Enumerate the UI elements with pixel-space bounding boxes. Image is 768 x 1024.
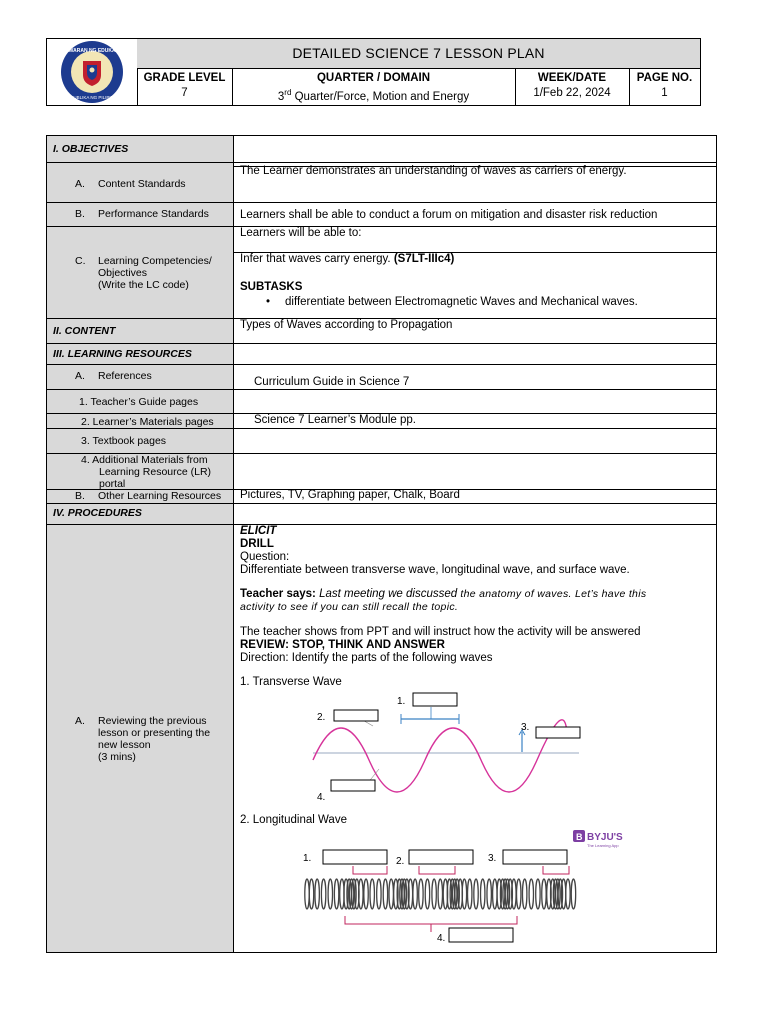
- drill-heading: DRILL: [240, 538, 274, 550]
- quarter-domain-value: 3rd Quarter/Force, Motion and Energy: [277, 88, 470, 103]
- week-date-label: WEEK/DATE: [537, 72, 607, 84]
- coil-loop: [529, 879, 533, 909]
- byjus-logo: [573, 829, 633, 854]
- other-resources-text: Pictures, TV, Graphing paper, Chalk, Board: [240, 489, 460, 501]
- objectives-heading: I. OBJECTIVES: [53, 143, 129, 155]
- logo-cell: [47, 39, 138, 105]
- page-no-cell: [629, 68, 700, 105]
- quarter-domain-label: QUARTER / DOMAIN: [316, 72, 431, 84]
- long-label-1: 1.: [303, 853, 312, 864]
- lesson-plan-title: DETAILED SCIENCE 7 LESSON PLAN: [137, 39, 700, 69]
- coil-loop: [571, 879, 575, 909]
- wave-label-3: 3.: [521, 722, 530, 733]
- long-answer-box-1: [323, 850, 387, 864]
- elicit-heading: ELICIT: [240, 525, 277, 537]
- coil-loop: [542, 879, 546, 909]
- long-answer-box-2: [409, 850, 473, 864]
- direction-text: Direction: Identify the parts of the following waves: [240, 652, 493, 664]
- coil-loop: [517, 879, 521, 909]
- subtask-bullet: •: [266, 296, 271, 308]
- header-table: [46, 38, 701, 106]
- svg-text:BYJU'S: BYJU'S: [587, 832, 623, 843]
- quarter-domain-cell: [232, 68, 516, 105]
- lesson-table: [46, 135, 717, 953]
- coil-loop: [321, 879, 325, 909]
- performance-standards-text: Learners shall be able to conduct a forum on mitigation and disaster risk reduction: [240, 209, 658, 221]
- coil-loop: [334, 879, 338, 909]
- content-text: Types of Waves according to Propagation: [240, 319, 453, 331]
- content-standards-text: The Learner demonstrates an understanding of waves as carriers of energy.: [240, 165, 627, 177]
- learners-materials-text: Science 7 Learner’s Module pp.: [254, 414, 416, 426]
- ppt-instruction: The teacher shows from PPT and will instruct how the activity will be answered: [240, 626, 641, 638]
- svg-text:B: B: [576, 832, 583, 842]
- grade-level-label: GRADE LEVEL: [143, 72, 226, 84]
- coil-loop: [419, 879, 423, 909]
- content-standards-label: A. Content Standards: [75, 178, 186, 190]
- references-label: A. References: [75, 370, 152, 382]
- transverse-wave-diagram: [307, 688, 582, 806]
- subtask-item: differentiate between Electromagnetic Waves and Mechanical waves.: [285, 296, 638, 308]
- references-text: Curriculum Guide in Science 7: [254, 376, 410, 388]
- grade-level-value: 7: [181, 87, 188, 99]
- competencies-label: C. Learning Competencies/ Objectives (Write the LC code): [75, 255, 212, 291]
- coil-loop: [413, 879, 417, 909]
- coil-loop: [370, 879, 374, 909]
- question-text: Differentiate between transverse wave, longitudinal wave, and surface wave.: [240, 564, 630, 576]
- longitudinal-heading: 2. Longitudinal Wave: [240, 814, 347, 826]
- coil-loop: [377, 879, 381, 909]
- grade-level-cell: [137, 68, 233, 105]
- content-heading: II. CONTENT: [53, 325, 116, 337]
- spring-coil: [305, 879, 576, 909]
- coil-loop: [432, 879, 436, 909]
- answer-box-1: [413, 693, 457, 706]
- coil-loop: [328, 879, 332, 909]
- long-answer-box-4: [449, 928, 513, 942]
- coil-loop: [481, 879, 485, 909]
- page-no-value: 1: [661, 87, 668, 99]
- coil-loop: [487, 879, 491, 909]
- coil-loop: [305, 879, 309, 909]
- long-label-4: 4.: [437, 933, 446, 944]
- answer-box-2: [334, 710, 378, 721]
- coil-loop: [522, 879, 526, 909]
- answer-box-3: [536, 727, 580, 738]
- coil-loop: [536, 879, 540, 909]
- question-label: Question:: [240, 551, 290, 563]
- resources-heading: III. LEARNING RESOURCES: [53, 348, 192, 360]
- answer-box-4: [331, 780, 375, 791]
- long-label-2: 2.: [396, 856, 405, 867]
- competencies-infer: Infer that waves carry energy. (S7LT-IIIc4): [240, 253, 455, 265]
- lc-code: (S7LT-IIIc4): [393, 253, 455, 265]
- svg-text:The Learning App: The Learning App: [587, 843, 619, 848]
- learners-materials-label: 2. Learner’s Materials pages: [81, 416, 214, 428]
- other-resources-label: B. Other Learning Resources: [75, 490, 222, 502]
- coil-loop: [364, 879, 368, 909]
- page-no-label: PAGE NO.: [636, 72, 693, 84]
- teacher-says: Teacher says: Last meeting we discussed the anatomy of waves. Let’s have this activity to see if you can still recall the topic.: [240, 588, 647, 613]
- coil-loop: [383, 879, 387, 909]
- performance-standards-label: B. Performance Standards: [75, 208, 209, 220]
- longitudinal-wave-diagram: [301, 846, 581, 946]
- subtasks-heading: SUBTASKS: [240, 281, 303, 293]
- coil-loop: [389, 879, 393, 909]
- coil-loop: [425, 879, 429, 909]
- coil-loop: [438, 879, 442, 909]
- textbook-label: 3. Textbook pages: [81, 435, 167, 447]
- transverse-heading: 1. Transverse Wave: [240, 676, 342, 688]
- coil-loop: [468, 879, 472, 909]
- logo-top-text: KAGAWARAN NG EDUKASYON: [54, 48, 130, 54]
- wave-label-4: 4.: [317, 792, 326, 803]
- additional-materials-label: 4. Additional Materials from Learning Resource (LR) portal: [81, 454, 212, 490]
- logo-bottom-text: REPUBLIKA NG PILIPINAS: [64, 95, 120, 100]
- week-date-value: 1/Feb 22, 2024: [533, 87, 611, 99]
- long-label-3: 3.: [488, 853, 497, 864]
- review-heading: REVIEW: STOP, THINK AND ANSWER: [240, 639, 445, 651]
- procedures-heading: IV. PROCEDURES: [53, 507, 142, 519]
- coil-loop: [493, 879, 497, 909]
- long-answer-box-3: [503, 850, 567, 864]
- review-label: A. Reviewing the previous lesson or presenting the new lesson (3 mins): [75, 715, 211, 763]
- deped-seal-icon: [47, 39, 137, 105]
- coil-loop: [309, 879, 313, 909]
- teachers-guide-label: 1. Teacher’s Guide pages: [79, 396, 199, 408]
- week-date-cell: [515, 68, 630, 105]
- wave-label-2: 2.: [317, 712, 326, 723]
- coil-loop: [474, 879, 478, 909]
- wave-label-1: 1.: [397, 696, 406, 707]
- competencies-intro: Learners will be able to:: [240, 227, 362, 239]
- coil-loop: [315, 879, 319, 909]
